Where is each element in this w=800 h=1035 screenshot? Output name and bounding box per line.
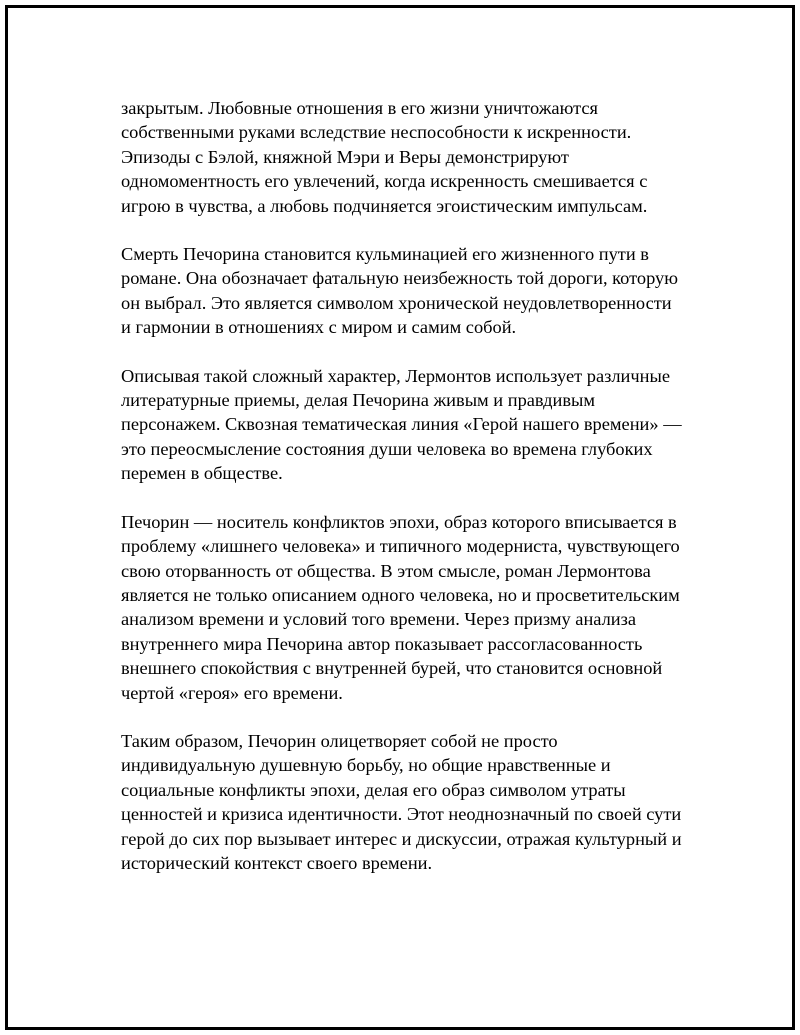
text-line: чертой «героя» его времени. [121, 682, 343, 703]
text-line: является не только описанием одного человека, но и просветительским [121, 584, 680, 605]
text-line: исторический контекст своего времени. [121, 852, 433, 873]
text-line: персонажем. Сквозная тематическая линия «Герой нашего времени» — [121, 414, 682, 435]
text-line: ценностей и кризиса идентичности. Этот неоднозначный по своей сути [121, 804, 682, 825]
text-line: Эпизоды с Бэлой, княжной Мэри и Веры демонстрируют [121, 146, 569, 167]
paragraph [121, 510, 701, 705]
document-body [121, 96, 701, 899]
text-line: внутреннего мира Печорина автор показывает рассогласованность [121, 633, 643, 654]
paragraph [121, 96, 701, 218]
text-line: социальные конфликты эпохи, делая его образ символом утраты [121, 779, 626, 800]
text-line: перемен в обществе. [121, 463, 283, 484]
text-line: и гармонии в отношениях с миром и самим собой. [121, 317, 517, 338]
text-line: Печорин — носитель конфликтов эпохи, образ которого вписывается в [121, 511, 677, 532]
text-line: анализом времени и условий того времени. Через призму анализа [121, 609, 637, 630]
page-frame [5, 5, 795, 1030]
text-line: он выбрал. Это является символом хронической неудовлетворенности [121, 292, 672, 313]
text-line: Описывая такой сложный характер, Лермонтов использует различные [121, 365, 670, 386]
text-line: герой до сих пор вызывает интерес и дискуссии, отражая культурный и [121, 828, 682, 849]
paragraph [121, 364, 701, 486]
text-line: литературные приемы, делая Печорина живым и правдивым [121, 390, 596, 411]
paragraph [121, 242, 701, 340]
text-line: одномоментность его увлечений, когда искренность смешивается с [121, 171, 648, 192]
text-line: закрытым. Любовные отношения в его жизни уничтожаются [121, 98, 598, 118]
text-line: индивидуальную душевную борьбу, но общие нравственные и [121, 755, 611, 776]
text-line: Смерть Печорина становится кульминацией его жизненного пути в [121, 244, 649, 265]
text-line: собственными руками вследствие неспособности к искренности. [121, 122, 632, 143]
text-line: Таким образом, Печорин олицетворяет собой не просто [121, 730, 558, 751]
text-line: внешнего спокойствия с внутренней бурей, что становится основной [121, 658, 663, 679]
text-line: свою оторванность от общества. В этом смысле, роман Лермонтова [121, 560, 651, 581]
text-line: это переосмысление состояния души человека во времена глубоких [121, 438, 653, 459]
text-line: романе. Она обозначает фатальную неизбежность той дороги, которую [121, 268, 678, 289]
paragraph [121, 729, 701, 875]
text-line: проблему «лишнего человека» и типичного модерниста, чувствующего [121, 536, 680, 557]
text-line: игрою в чувства, а любовь подчиняется эгоистическим импульсам. [121, 195, 648, 216]
